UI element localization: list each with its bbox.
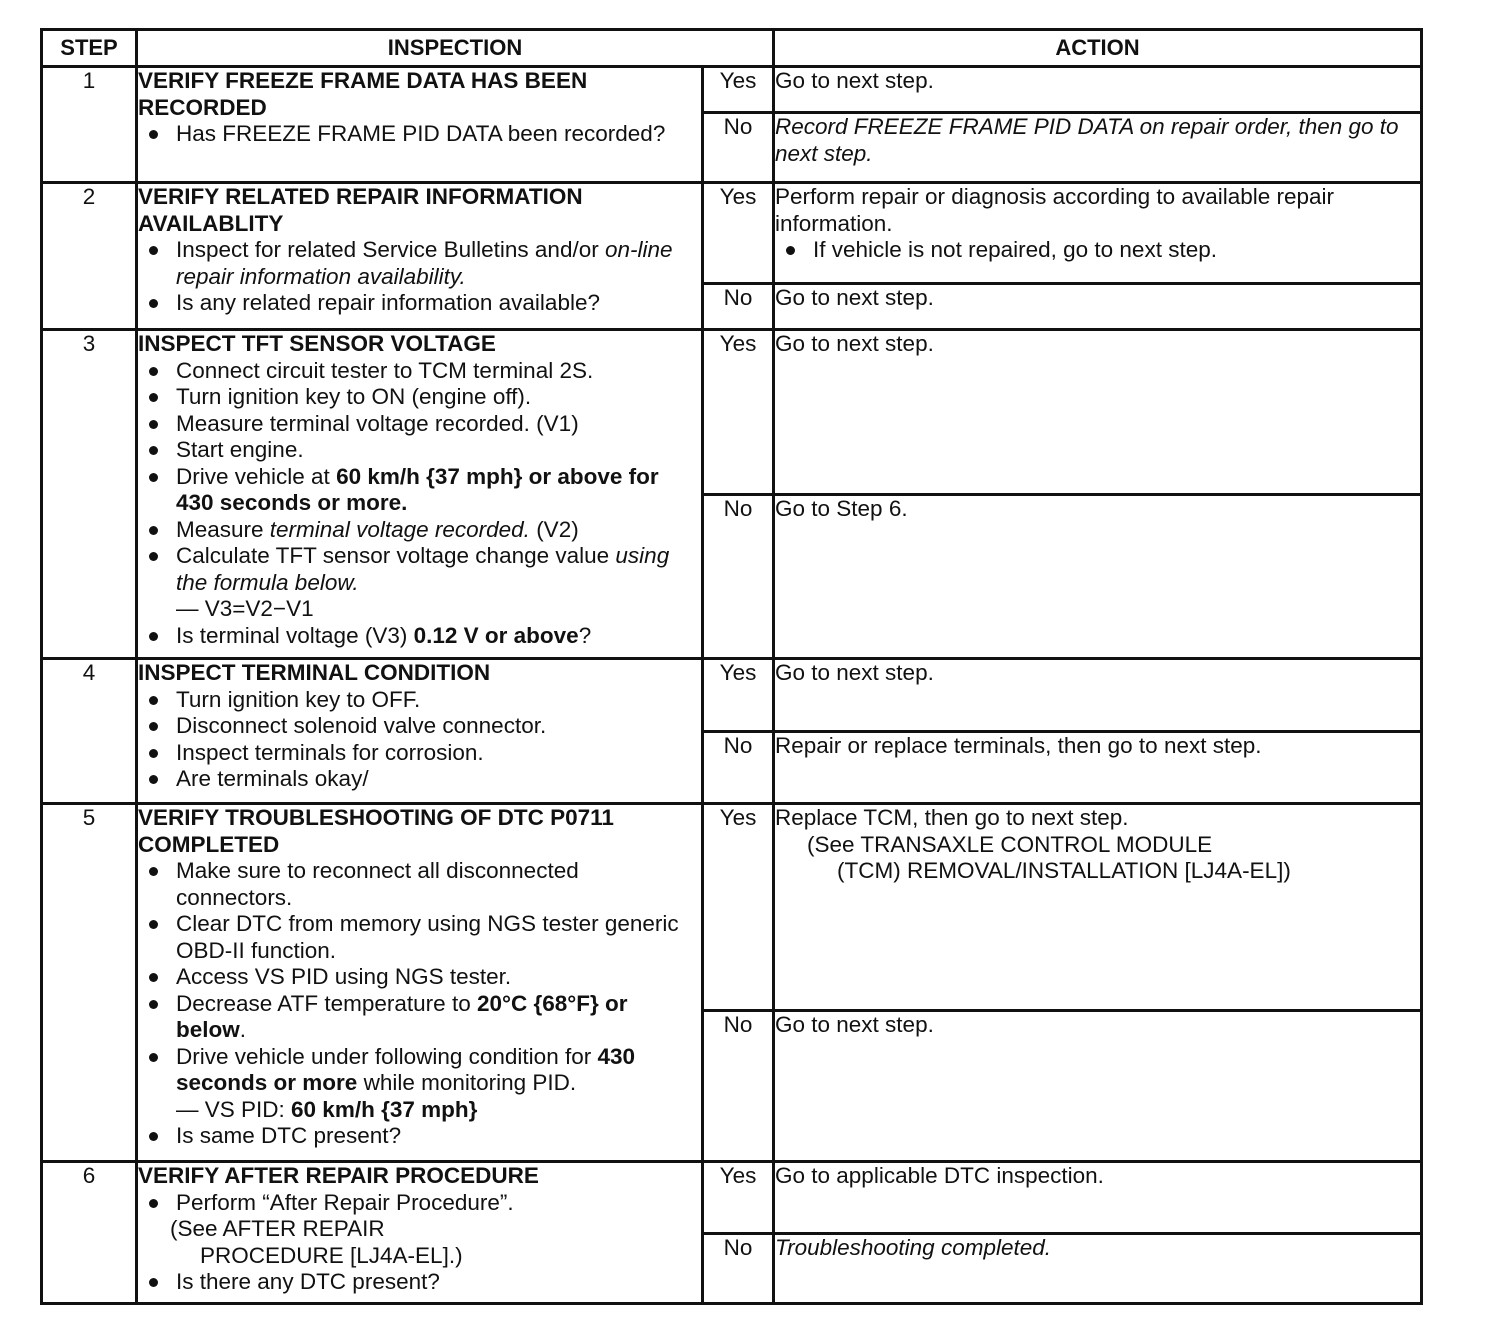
yes-label: Yes — [703, 659, 774, 732]
inspection-bullet: Make sure to reconnect all disconnected connectors. — [138, 858, 701, 911]
inspection-title: VERIFY TROUBLESHOOTING OF DTC P0711 COMPLETED — [138, 805, 614, 857]
inspection-bullet: Turn ignition key to ON (engine off). — [138, 384, 701, 411]
inspection-bullet: Measure terminal voltage recorded. (V2) — [138, 517, 701, 544]
step-number: 4 — [42, 659, 137, 804]
step-number: 3 — [42, 330, 137, 659]
inspection-title: INSPECT TFT SENSOR VOLTAGE — [138, 331, 496, 356]
inspection-bullet: Are terminals okay/ — [138, 766, 701, 793]
yes-label: Yes — [703, 330, 774, 495]
inspection-bullet: Has FREEZE FRAME PID DATA been recorded? — [138, 121, 701, 148]
reference-link-text: PROCEDURE [LJ4A-EL].) — [200, 1242, 463, 1268]
yes-action: Go to next step. — [774, 330, 1422, 495]
table-row — [42, 1162, 1422, 1234]
step-number: 2 — [42, 183, 137, 330]
yes-action: Go to next step. — [774, 659, 1422, 732]
inspection-bullet: Start engine. — [138, 437, 701, 464]
inspection-bullet: Clear DTC from memory using NGS tester generic OBD-II function. — [138, 911, 701, 964]
table-row — [42, 330, 1422, 495]
step-number: 6 — [42, 1162, 137, 1304]
no-label: No — [703, 113, 774, 183]
inspection-bullet: Is there any DTC present? — [138, 1269, 701, 1296]
yes-label: Yes — [703, 183, 774, 284]
no-action: Repair or replace terminals, then go to next step. — [774, 732, 1422, 804]
inspection-cell — [137, 804, 703, 1162]
yes-action: Perform repair or diagnosis according to available repair information. If vehicle is not repaired, go to next step. — [774, 183, 1422, 284]
reference-link-text: (See AFTER REPAIR — [170, 1216, 385, 1241]
inspection-bullet: Is same DTC present? — [138, 1123, 701, 1150]
step-number: 1 — [42, 67, 137, 183]
no-action: Go to Step 6. — [774, 495, 1422, 659]
header-action: ACTION — [774, 30, 1422, 67]
formula: — V3=V2−V1 — [176, 596, 314, 621]
yes-action: Replace TCM, then go to next step. (See TRANSAXLE CONTROL MODULE (TCM) REMOVAL/INSTALLATION [LJ4A-EL]) — [774, 804, 1422, 1011]
step-number: 5 — [42, 804, 137, 1162]
inspection-bullet: Disconnect solenoid valve connector. — [138, 713, 701, 740]
yes-label: Yes — [703, 1162, 774, 1234]
inspection-title: VERIFY AFTER REPAIR PROCEDURE — [138, 1163, 539, 1188]
reference-link-text: (TCM) REMOVAL/INSTALLATION [LJ4A-EL]) — [837, 858, 1291, 883]
yes-label: Yes — [703, 804, 774, 1011]
header-inspection: INSPECTION — [137, 30, 774, 67]
sub-condition: — VS PID: 60 km/h {37 mph} — [176, 1096, 478, 1122]
inspection-bullet: Inspect terminals for corrosion. — [138, 740, 701, 767]
inspection-bullet: Inspect for related Service Bulletins and/or on-line repair information availability. — [138, 237, 701, 290]
no-label: No — [703, 1234, 774, 1304]
inspection-cell — [137, 330, 703, 659]
inspection-title: VERIFY FREEZE FRAME DATA HAS BEEN RECORDED — [138, 68, 588, 120]
table-row — [42, 659, 1422, 732]
yes-action: Go to applicable DTC inspection. — [774, 1162, 1422, 1234]
no-action: Go to next step. — [774, 1011, 1422, 1162]
inspection-title: INSPECT TERMINAL CONDITION — [138, 660, 491, 685]
inspection-title: VERIFY RELATED REPAIR INFORMATION AVAILABLITY — [138, 184, 583, 236]
header-step: STEP — [42, 30, 137, 67]
no-action: Go to next step. — [774, 284, 1422, 330]
inspection-cell — [137, 183, 703, 330]
inspection-bullet: Turn ignition key to OFF. — [138, 687, 701, 714]
no-label: No — [703, 495, 774, 659]
inspection-bullet: Is terminal voltage (V3) 0.12 V or above? — [138, 623, 701, 650]
inspection-bullet: Decrease ATF temperature to 20°C {68°F} or below. — [138, 991, 701, 1044]
inspection-bullet: Calculate TFT sensor voltage change value using the formula below. — [138, 543, 701, 596]
inspection-bullet: Access VS PID using NGS tester. — [138, 964, 701, 991]
inspection-bullet: Perform “After Repair Procedure”. — [138, 1190, 701, 1217]
table-header-row — [42, 30, 1422, 67]
inspection-cell — [137, 1162, 703, 1304]
action-bullet: If vehicle is not repaired, go to next step. — [775, 237, 1420, 264]
inspection-bullet: Connect circuit tester to TCM terminal 2S. — [138, 358, 701, 385]
inspection-bullet: Measure terminal voltage recorded. (V1) — [138, 411, 701, 438]
no-action: Record FREEZE FRAME PID DATA on repair order, then go to next step. — [774, 113, 1422, 183]
diagnostic-procedure-table — [40, 28, 1423, 1305]
inspection-bullet: Drive vehicle at 60 km/h {37 mph} or above for 430 seconds or more. — [138, 464, 701, 517]
no-label: No — [703, 284, 774, 330]
table-row — [42, 804, 1422, 1011]
inspection-cell — [137, 67, 703, 183]
yes-action: Go to next step. — [774, 67, 1422, 113]
table-row — [42, 67, 1422, 113]
no-label: No — [703, 732, 774, 804]
inspection-cell — [137, 659, 703, 804]
yes-label: Yes — [703, 67, 774, 113]
table-row — [42, 183, 1422, 284]
inspection-bullet: Is any related repair information available? — [138, 290, 701, 317]
inspection-bullet: Drive vehicle under following condition for 430 seconds or more while monitoring PID. — [138, 1044, 701, 1097]
no-label: No — [703, 1011, 774, 1162]
reference-link-text: (See TRANSAXLE CONTROL MODULE — [807, 831, 1213, 857]
no-action: Troubleshooting completed. — [774, 1234, 1422, 1304]
